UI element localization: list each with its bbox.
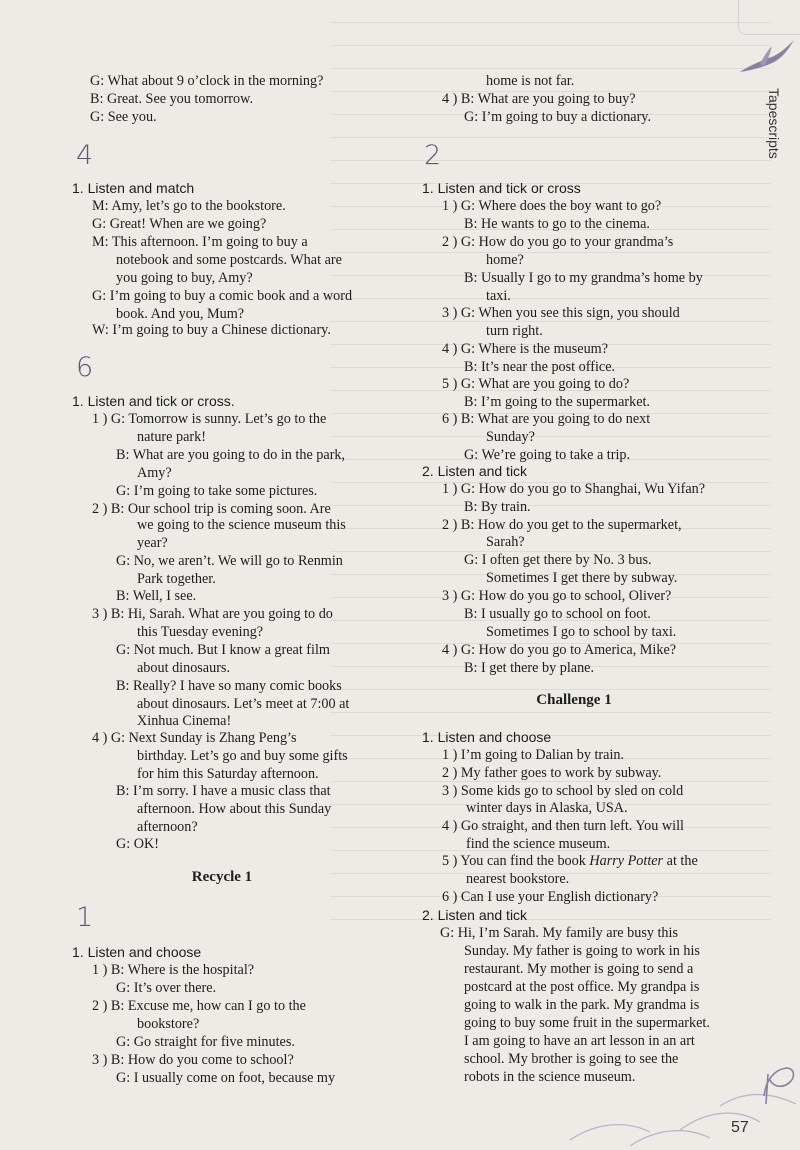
- text-line: home?: [486, 252, 524, 268]
- text-line: 4 ) G: Where is the museum?: [442, 341, 609, 357]
- text-line: G: Go straight for five minutes.: [116, 1034, 295, 1050]
- text-line: for him this Saturday afternoon.: [137, 766, 319, 782]
- side-label: Tapescripts: [766, 88, 782, 159]
- text-line: G: I’m going to buy a dictionary.: [464, 109, 652, 125]
- text-line: 5 ) G: What are you going to do?: [442, 376, 630, 392]
- text-line: M: This afternoon. I’m going to buy a: [92, 234, 308, 250]
- text-line: notebook and some postcards. What are: [116, 252, 342, 268]
- text-line: M: Amy, let’s go to the bookstore.: [92, 198, 286, 214]
- text-line: going to buy some fruit in the supermarket.: [464, 1015, 710, 1031]
- section-heading: 2. Listen and tick: [422, 907, 528, 923]
- text-line: about dinosaurs. Let’s meet at 7:00 at: [137, 696, 350, 712]
- unit-number: 6: [76, 352, 94, 383]
- section-heading: 1. Listen and tick or cross.: [72, 393, 235, 409]
- bird-icon: [738, 38, 796, 78]
- text-line: B: He wants to go to the cinema.: [464, 216, 650, 232]
- swirl-decoration: [560, 1060, 800, 1150]
- section-title: Recycle 1: [191, 869, 253, 885]
- text-line: G: Great! When are we going?: [92, 216, 267, 232]
- text-line: Sometimes I go to school by taxi.: [486, 624, 677, 640]
- text-run: at the: [663, 853, 698, 869]
- text-line: G: OK!: [116, 836, 159, 852]
- text-line: nearest bookstore.: [466, 871, 570, 887]
- text-line: B: I get there by plane.: [464, 660, 595, 676]
- text-line: G: Hi, I’m Sarah. My family are busy this: [440, 925, 678, 941]
- text-line: find the science museum.: [466, 836, 611, 852]
- text-line: 3 ) G: When you see this sign, you should: [442, 305, 680, 321]
- text-line: G: I usually come on foot, because my: [116, 1070, 336, 1086]
- text-line: B: I usually go to school on foot.: [464, 606, 651, 622]
- section-title: Challenge 1: [536, 692, 612, 708]
- text-line: Sunday?: [486, 429, 535, 445]
- text-line: G: What about 9 o’clock in the morning?: [90, 73, 324, 89]
- text-line: W: I’m going to buy a Chinese dictionary.: [92, 322, 331, 338]
- text-line: B: Well, I see.: [116, 588, 197, 604]
- text-line: Park together.: [137, 571, 216, 587]
- unit-number: 4: [76, 140, 94, 171]
- text-line: 3 ) Some kids go to school by sled on cold: [442, 783, 684, 799]
- text-line: afternoon. How about this Sunday: [137, 801, 332, 817]
- text-line: home is not far.: [486, 73, 575, 89]
- text-line: B: I’m going to the supermarket.: [464, 394, 650, 410]
- text-line: bookstore?: [137, 1016, 200, 1032]
- book-title: Harry Potter: [589, 853, 664, 869]
- text-line: B: What are you going to do in the park,: [116, 447, 346, 463]
- text-line: about dinosaurs.: [137, 660, 230, 676]
- section-heading: 1. Listen and choose: [422, 729, 552, 745]
- text-line: 6 ) B: What are you going to do next: [442, 411, 651, 427]
- text-line: school. My brother is going to see the: [464, 1051, 679, 1067]
- text-line: G: No, we aren’t. We will go to Renmin: [116, 553, 343, 569]
- text-line: afternoon?: [137, 819, 198, 835]
- text-line: 6 ) Can I use your English dictionary?: [442, 889, 659, 905]
- text-line: 2 ) B: How do you get to the supermarket,: [442, 517, 682, 533]
- text-line: 3 ) B: Hi, Sarah. What are you going to do: [92, 606, 333, 622]
- text-line: 4 ) G: Next Sunday is Zhang Peng’s: [92, 730, 297, 746]
- text-line: 4 ) B: What are you going to buy?: [442, 91, 636, 107]
- text-line: 2 ) G: How do you go to your grandma’s: [442, 234, 674, 250]
- text-line: G: I’m going to take some pictures.: [116, 483, 318, 499]
- corner-tab: [738, 0, 800, 35]
- text-line: you going to buy, Amy?: [116, 270, 253, 286]
- text-line: 3 ) G: How do you go to school, Oliver?: [442, 588, 672, 604]
- text-line: 3 ) B: How do you come to school?: [92, 1052, 294, 1068]
- text-line: 2 ) My father goes to work by subway.: [442, 765, 662, 781]
- text-line: G: I’m going to buy a comic book and a word: [92, 288, 353, 304]
- text-line: robots in the science museum.: [464, 1069, 636, 1085]
- text-line: year?: [137, 535, 168, 551]
- section-heading: 1. Listen and choose: [72, 944, 202, 960]
- text-line: Sometimes I get there by subway.: [486, 570, 678, 586]
- text-line: G: I often get there by No. 3 bus.: [464, 552, 652, 568]
- text-line: B: By train.: [464, 499, 531, 515]
- text-line: 1 ) B: Where is the hospital?: [92, 962, 255, 978]
- text-line: 2 ) B: Excuse me, how can I go to the: [92, 998, 306, 1014]
- section-heading: 2. Listen and tick: [422, 463, 528, 479]
- text-line: B: Usually I go to my grandma’s home by: [464, 270, 703, 286]
- text-line: Sunday. My father is going to work in his: [464, 943, 700, 959]
- section-heading: 1. Listen and tick or cross: [422, 180, 581, 196]
- text-line: Xinhua Cinema!: [137, 713, 232, 729]
- text-line: B: Great. See you tomorrow.: [90, 91, 253, 107]
- text-line: Sarah?: [486, 534, 525, 550]
- text-line: nature park!: [137, 429, 206, 445]
- text-line: Amy?: [137, 465, 172, 481]
- text-line: taxi.: [486, 288, 511, 304]
- text-line: we going to the science museum this: [137, 517, 346, 533]
- text-run: 5 ) You can find the book: [442, 853, 590, 869]
- text-line: B: It’s near the post office.: [464, 359, 616, 375]
- section-heading: 1. Listen and match: [72, 180, 195, 196]
- text-line: book. And you, Mum?: [116, 306, 245, 322]
- text-line: postcard at the post office. My grandpa is: [464, 979, 700, 995]
- text-line: 1 ) I’m going to Dalian by train.: [442, 747, 625, 763]
- text-line: 1 ) G: Tomorrow is sunny. Let’s go to the: [92, 411, 327, 427]
- unit-number: 1: [76, 902, 94, 933]
- text-line: birthday. Let’s go and buy some gifts: [137, 748, 348, 764]
- text-line: this Tuesday evening?: [137, 624, 264, 640]
- text-line: 1 ) G: Where does the boy want to go?: [442, 198, 662, 214]
- text-line: G: It’s over there.: [116, 980, 217, 996]
- text-line: I am going to have an art lesson in an art: [464, 1033, 695, 1049]
- text-line: winter days in Alaska, USA.: [466, 800, 628, 816]
- text-line: G: See you.: [90, 109, 157, 125]
- text-line: 1 ) G: How do you go to Shanghai, Wu Yifan?: [442, 481, 706, 497]
- page-number: 57: [731, 1119, 749, 1136]
- text-line: going to walk in the park. My grandma is: [464, 997, 700, 1013]
- unit-number: 2: [424, 140, 442, 171]
- text-line: [442, 852, 698, 870]
- text-line: restaurant. My mother is going to send a: [464, 961, 694, 977]
- text-line: G: We’re going to take a trip.: [464, 447, 631, 463]
- text-line: G: Not much. But I know a great film: [116, 642, 330, 658]
- text-line: B: Really? I have so many comic books: [116, 678, 342, 694]
- text-line: 4 ) Go straight, and then turn left. You will: [442, 818, 684, 834]
- text-line: 2 ) B: Our school trip is coming soon. Are: [92, 501, 331, 517]
- text-line: B: I’m sorry. I have a music class that: [116, 783, 331, 799]
- text-line: 4 ) G: How do you go to America, Mike?: [442, 642, 677, 658]
- text-line: turn right.: [486, 323, 543, 339]
